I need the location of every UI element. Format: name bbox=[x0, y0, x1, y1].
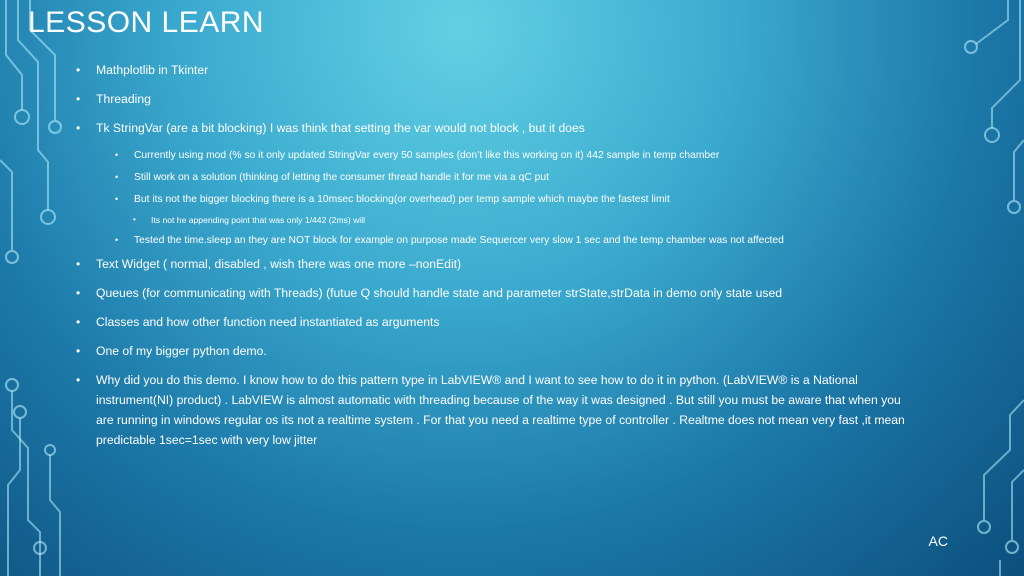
bullet-item bbox=[76, 118, 906, 138]
sub-bullet-list bbox=[76, 147, 906, 249]
bullet-item bbox=[76, 60, 906, 80]
bullet-text: Still work on a solution (thinking of letting the consumer thread handle it for me via a qC put bbox=[134, 172, 549, 183]
bullet-marker: • bbox=[115, 150, 119, 160]
footer-initials: AC bbox=[928, 533, 948, 549]
bullet-text: Text Widget ( normal, disabled , wish there was one more –nonEdit) bbox=[96, 257, 462, 271]
bullet-marker: • bbox=[115, 172, 119, 182]
bullet-item bbox=[76, 283, 906, 303]
sub-bullet-item bbox=[115, 169, 906, 186]
bullet-list bbox=[76, 60, 906, 459]
bullet-marker: • bbox=[133, 215, 136, 224]
sub-bullet-item bbox=[115, 191, 906, 208]
bullet-marker: • bbox=[76, 373, 81, 387]
sub-bullet-list bbox=[76, 213, 906, 227]
bullet-marker: • bbox=[115, 235, 119, 245]
bullet-text: Classes and how other function need instantiated as arguments bbox=[96, 315, 440, 329]
bullet-text: Mathplotlib in Tkinter bbox=[96, 63, 209, 77]
sub-sub-bullet-item bbox=[133, 213, 906, 227]
bullet-item bbox=[76, 370, 906, 450]
bullet-marker: • bbox=[76, 63, 81, 77]
bullet-marker: • bbox=[115, 194, 119, 204]
sub-bullet-item bbox=[115, 232, 906, 249]
bullet-item bbox=[76, 312, 906, 332]
bullet-text: Currently using mod (% so it only updated StringVar every 50 samples (don’t like this working on it) 442 sample in temp chamber bbox=[134, 150, 720, 161]
bullet-text: Queues (for communicating with Threads) (futue Q should handle state and parameter strState,strData in demo only state used bbox=[96, 286, 783, 300]
bullet-text: Threading bbox=[96, 92, 151, 106]
bullet-marker: • bbox=[76, 344, 81, 358]
bullet-text: Its not he appending point that was only 1/442 (2ms) will bbox=[151, 215, 366, 225]
sub-bullet-item bbox=[115, 147, 906, 164]
circuit-decoration-left bbox=[0, 0, 70, 576]
bullet-marker: • bbox=[76, 121, 81, 135]
circuit-decoration-right bbox=[964, 0, 1024, 576]
bullet-marker: • bbox=[76, 286, 81, 300]
bullet-item bbox=[76, 89, 906, 109]
bullet-marker: • bbox=[76, 92, 81, 106]
bullet-marker: • bbox=[76, 257, 81, 271]
bullet-text: But its not the bigger blocking there is a 10msec blocking(or overhead) per temp sample which maybe the fastest limit bbox=[134, 194, 670, 205]
bullet-text: One of my bigger python demo. bbox=[96, 344, 267, 358]
bullet-text: Tk StringVar (are a bit blocking) I was think that setting the var would not block , but it does bbox=[96, 121, 585, 135]
bullet-item bbox=[76, 254, 906, 274]
bullet-marker: • bbox=[76, 315, 81, 329]
bullet-text: Why did you do this demo. I know how to do this pattern type in LabVIEW® and I want to see how to do it in python. (LabVIEW® is a National instrument(NI) product) . LabVIEW is almost automatic with threading because of the way it was designed . But still you must be aware that when you are running in windows regular os its not a realtime system . For that you need a realtime type of controller . Realtme does not mean very fast ,it mean predictable 1sec=1sec with very low jitter bbox=[96, 373, 905, 447]
bullet-item bbox=[76, 341, 906, 361]
slide-title: LESSON LEARN bbox=[28, 6, 265, 39]
bullet-text: Tested the time.sleep an they are NOT block for example on purpose made Sequercer very slow 1 sec and the temp chamber was not affected bbox=[134, 235, 784, 246]
